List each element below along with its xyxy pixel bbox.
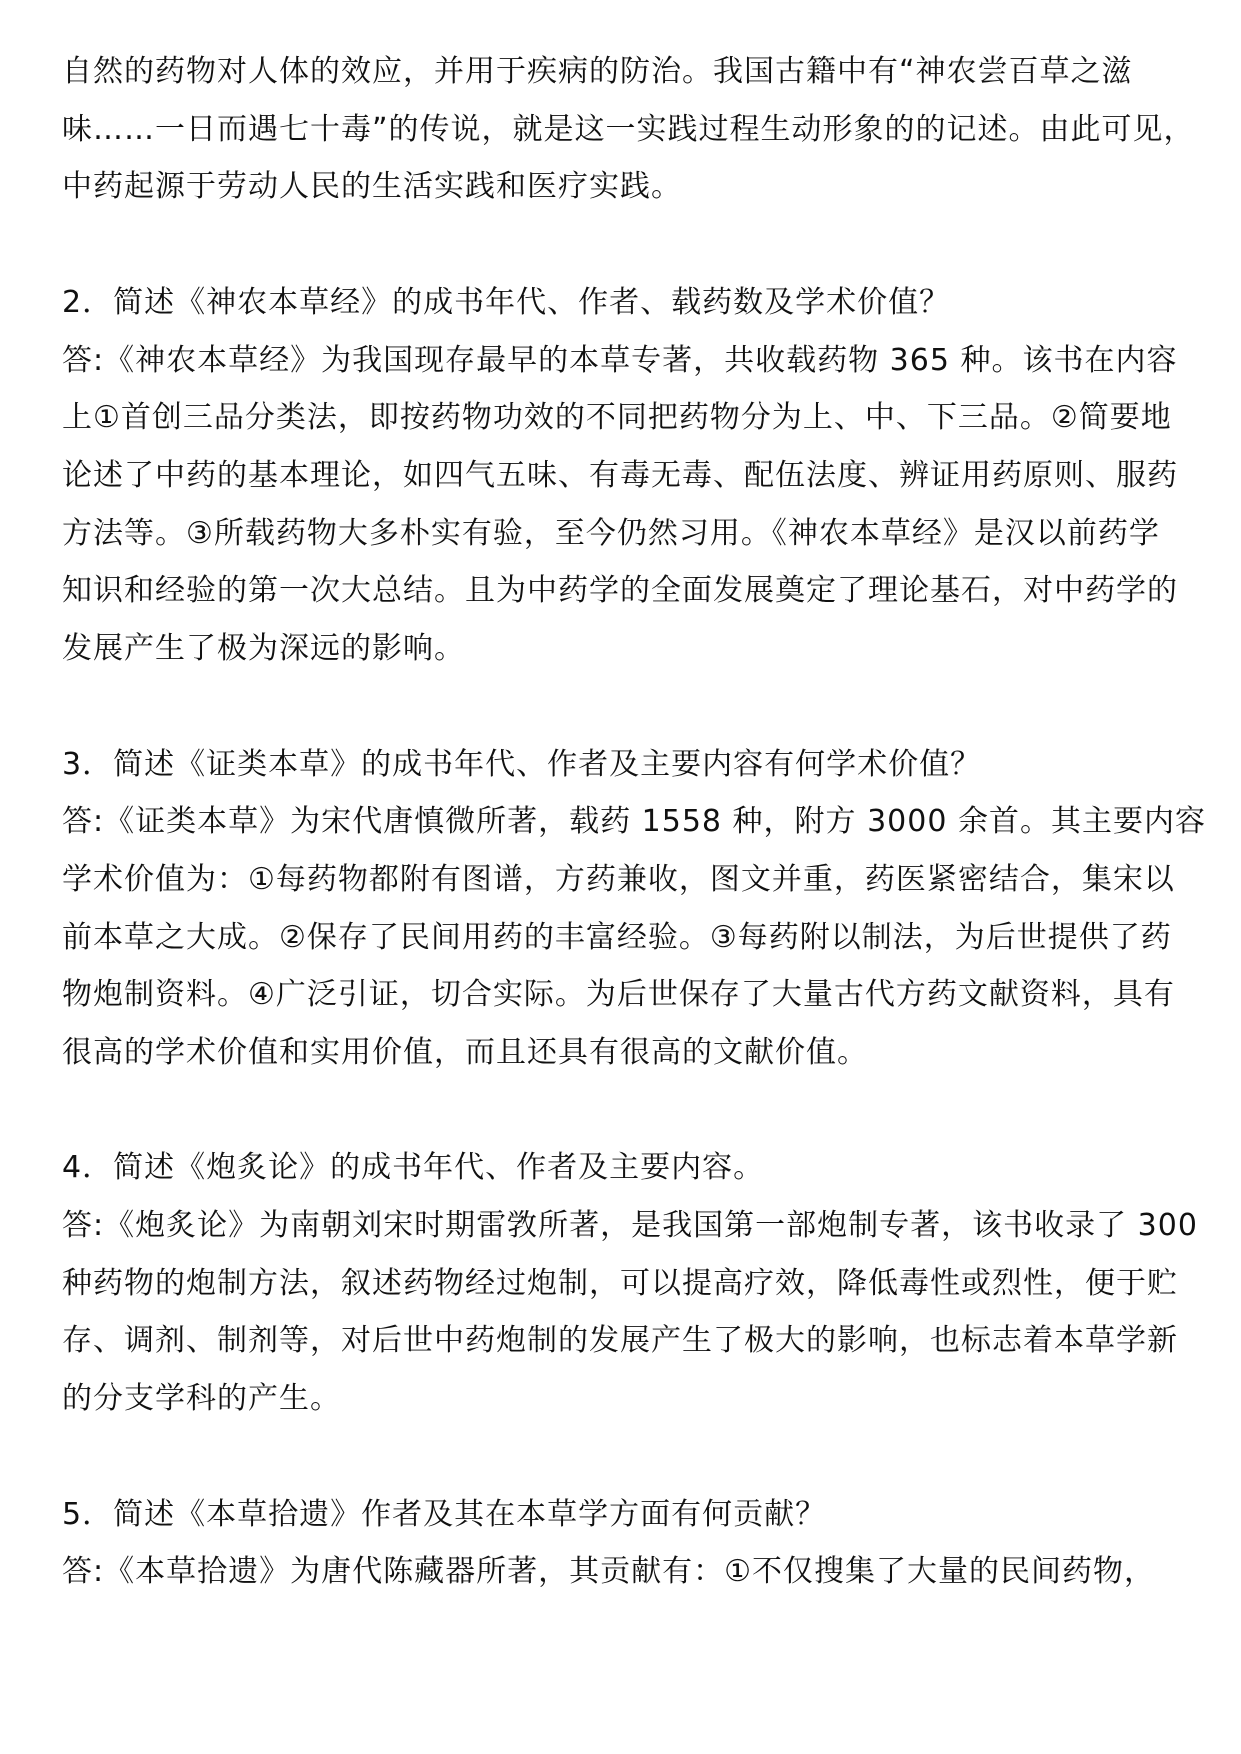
answer-line: 答:《神农本草经》为我国现存最早的本草专著，共收载药物 365 种。该书在内容	[62, 343, 1178, 378]
answer-line: 答:《本草拾遗》为唐代陈藏器所著，其贡献有：①不仅搜集了大量的民间药物，	[62, 1554, 1156, 1589]
answer-line: 学术价值为：①每药物都附有图谱，方药兼收，图文并重，药医紧密结合，集宋以	[62, 862, 1175, 897]
answer-line: 答:《炮炙论》为南朝刘宋时期雷敩所著，是我国第一部炮制专著，该书收录了 300	[62, 1208, 1198, 1243]
question-4-heading: 4．简述《炮炙论》的成书年代、作者及主要内容。	[62, 1150, 765, 1185]
answer-line: 知识和经验的第一次大总结。且为中药学的全面发展奠定了理论基石，对中药学的	[62, 573, 1178, 608]
answer-line: 方法等。③所载药物大多朴实有验，至今仍然习用。《神农本草经》是汉以前药学	[62, 516, 1160, 551]
intro-line: 自然的药物对人体的效应，并用于疾病的防治。我国古籍中有“神农尝百草之滋	[62, 54, 1133, 89]
intro-line: 味……一日而遇七十毒”的传说，就是这一实践过程生动形象的的记述。由此可见，	[62, 112, 1195, 147]
answer-line: 论述了中药的基本理论，如四气五味、有毒无毒、配伍法度、辨证用药原则、服药	[62, 458, 1178, 493]
answer-line: 存、调剂、制剂等，对后世中药炮制的发展产生了极大的影响，也标志着本草学新	[62, 1323, 1178, 1358]
answer-line: 发展产生了极为深远的影响。	[62, 631, 465, 666]
answer-line: 前本草之大成。②保存了民间用药的丰富经验。③每药附以制法，为后世提供了药	[62, 920, 1172, 955]
answer-line: 上①首创三品分类法，即按药物功效的不同把药物分为上、中、下三品。②简要地	[62, 400, 1172, 435]
answer-line: 种药物的炮制方法，叙述药物经过炮制，可以提高疗效，降低毒性或烈性，便于贮	[62, 1266, 1178, 1301]
question-3-heading: 3．简述《证类本草》的成书年代、作者及主要内容有何学术价值？	[62, 747, 982, 782]
intro-line: 中药起源于劳动人民的生活实践和医疗实践。	[62, 169, 682, 204]
answer-line: 的分支学科的产生。	[62, 1381, 341, 1416]
answer-line: 物炮制资料。④广泛引证，切合实际。为后世保存了大量古代方药文献资料，具有	[62, 977, 1175, 1012]
question-5-heading: 5．简述《本草拾遗》作者及其在本草学方面有何贡献？	[62, 1497, 827, 1532]
answer-line: 答:《证类本草》为宋代唐慎微所著，载药 1558 种，附方 3000 余首。其主要内容	[62, 804, 1206, 839]
answer-line: 很高的学术价值和实用价值，而且还具有很高的文献价值。	[62, 1035, 868, 1070]
question-2-heading: 2．简述《神农本草经》的成书年代、作者、载药数及学术价值？	[62, 285, 951, 320]
